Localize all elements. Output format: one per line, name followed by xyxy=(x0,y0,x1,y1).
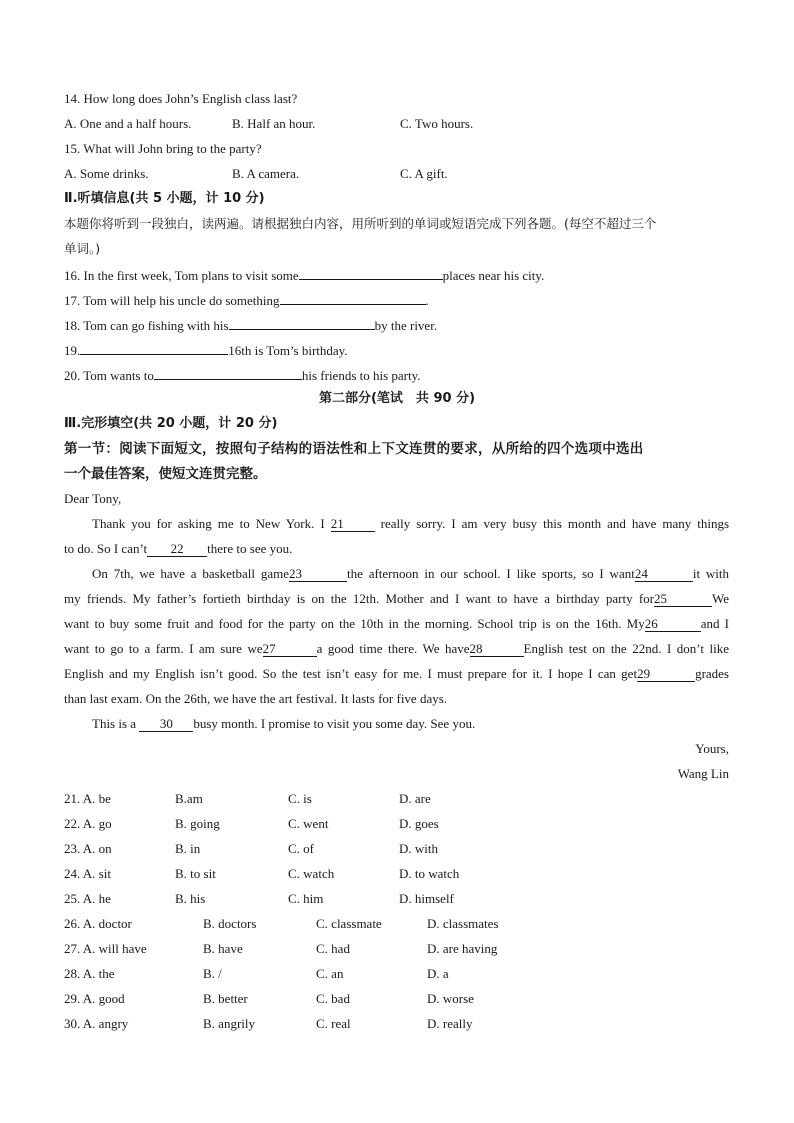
q20-text-end: his friends to his party. xyxy=(301,368,421,383)
letter-text: it with xyxy=(692,566,729,581)
option-c[interactable]: C. went xyxy=(288,816,329,831)
blank-24[interactable]: 24 xyxy=(635,567,693,582)
option-d[interactable]: D. are having xyxy=(427,941,498,956)
letter-text: English and my English isn’t good. So the test isn’t easy for me. I must prepare for it. I hope I can get xyxy=(64,666,638,681)
letter-text: Thank you for asking me to New York. I xyxy=(92,516,325,531)
q20-answer-blank[interactable] xyxy=(154,365,302,380)
letter-greeting: Dear Tony, xyxy=(64,491,122,506)
letter-text: and I xyxy=(700,616,729,631)
q16-answer-blank[interactable] xyxy=(299,265,443,280)
option-c[interactable]: C. bad xyxy=(316,991,350,1006)
option-a[interactable]: 30. A. angry xyxy=(64,1016,129,1031)
option-d[interactable]: D. classmates xyxy=(427,916,499,931)
letter-paragraph-1-line-2 xyxy=(64,540,292,558)
option-c[interactable]: C. is xyxy=(288,791,312,806)
q19-text: 19. xyxy=(64,343,81,358)
letter-text: really sorry. I am very busy this month and have many things xyxy=(380,516,730,531)
question-18 xyxy=(64,315,437,335)
question-14: 14. How long does John’s English class last? xyxy=(64,91,298,106)
option-d[interactable]: D. goes xyxy=(399,816,439,831)
q14-option-c: C. Two hours. xyxy=(400,116,474,131)
q19-answer-blank[interactable] xyxy=(80,340,228,355)
option-c[interactable]: C. had xyxy=(316,941,350,956)
q16-text: 16. In the first week, Tom plans to visit some xyxy=(64,268,299,283)
part-2-title: 第二部分(笔试 共 90 分) xyxy=(318,391,476,406)
q15-option-c: C. A gift. xyxy=(400,166,448,181)
option-c[interactable]: C. of xyxy=(288,841,314,856)
letter-text: want to buy some fruit and food for the party on the 10th in the morning. School trip is on the 16th. My xyxy=(64,616,645,631)
letter-paragraph-3 xyxy=(92,715,475,733)
q17-text: 17. Tom will help his uncle do something xyxy=(64,293,280,308)
letter-text: grades xyxy=(695,666,729,681)
q16-text-end: places near his city. xyxy=(442,268,545,283)
q18-text: 18. Tom can go fishing with his xyxy=(64,318,229,333)
blank-22[interactable]: 22 xyxy=(147,542,207,557)
blank-26[interactable]: 26 xyxy=(645,617,701,632)
option-b[interactable]: B. doctors xyxy=(203,916,257,931)
letter-text: the afternoon in our school. I like sports, so I want xyxy=(347,566,635,581)
option-d[interactable]: D. to watch xyxy=(399,866,460,881)
letter-text: This is a xyxy=(92,716,137,731)
letter-paragraph-2-line-6: than last exam. On the 26th, we have the art festival. It lasts for five days. xyxy=(64,691,448,706)
blank-23[interactable]: 23 xyxy=(289,567,347,582)
blank-25[interactable]: 25 xyxy=(654,592,712,607)
option-b[interactable]: B. going xyxy=(175,816,220,831)
letter-text: want to go to a farm. I am sure we xyxy=(64,641,263,656)
letter-text: English test on the 22nd. I don’t like xyxy=(523,641,729,656)
letter-signature: Wang Lin xyxy=(677,766,729,781)
section-2-instruction-cont: 单词。) xyxy=(64,241,101,256)
letter-paragraph-2-line-4 xyxy=(64,640,729,658)
option-b[interactable]: B. to sit xyxy=(175,866,216,881)
option-d[interactable]: D. with xyxy=(399,841,438,856)
q15-option-a: A. Some drinks. xyxy=(64,166,149,181)
q14-option-a: A. One and a half hours. xyxy=(64,116,192,131)
option-b[interactable]: B. his xyxy=(175,891,206,906)
question-17 xyxy=(64,290,429,310)
option-d[interactable]: D. worse xyxy=(427,991,474,1006)
q18-text-end: by the river. xyxy=(374,318,438,333)
option-a[interactable]: 26. A. doctor xyxy=(64,916,132,931)
option-d[interactable]: D. a xyxy=(427,966,449,981)
option-c[interactable]: C. real xyxy=(316,1016,351,1031)
section-2-instruction: 本题你将听到一段独白，读两遍。请根据独白内容，用所听到的单词或短语完成下列各题。(每空不超过三个 xyxy=(64,216,657,231)
option-a[interactable]: 25. A. he xyxy=(64,891,111,906)
letter-paragraph-2-line-2 xyxy=(64,590,729,608)
blank-29[interactable]: 29 xyxy=(637,667,695,682)
q17-text-end: . xyxy=(425,293,429,308)
blank-27[interactable]: 27 xyxy=(263,642,317,657)
section-3-title: Ⅲ.完形填空(共 20 小题，计 20 分) xyxy=(64,416,278,431)
letter-closing: Yours, xyxy=(695,741,729,756)
question-16 xyxy=(64,265,544,285)
option-a[interactable]: 23. A. on xyxy=(64,841,112,856)
option-b[interactable]: B. better xyxy=(203,991,248,1006)
option-a[interactable]: 28. A. the xyxy=(64,966,115,981)
q18-answer-blank[interactable] xyxy=(229,315,375,330)
option-a[interactable]: 22. A. go xyxy=(64,816,112,831)
option-d[interactable]: D. are xyxy=(399,791,431,806)
letter-paragraph-2-line-3 xyxy=(64,615,729,633)
question-15: 15. What will John bring to the party? xyxy=(64,141,262,156)
section-3-instruction: 第一节：阅读下面短文，按照句子结构的语法性和上下文连贯的要求，从所给的四个选项中选出 xyxy=(64,441,644,457)
option-b[interactable]: B. have xyxy=(203,941,243,956)
option-a[interactable]: 27. A. will have xyxy=(64,941,147,956)
blank-21[interactable]: 21 xyxy=(331,517,375,532)
q17-answer-blank[interactable] xyxy=(280,290,426,305)
blank-28[interactable]: 28 xyxy=(470,642,524,657)
option-d[interactable]: D. really xyxy=(427,1016,473,1031)
question-20 xyxy=(64,365,421,385)
blank-30[interactable]: 30 xyxy=(139,717,193,732)
section-3-instruction-cont: 一个最佳答案，使短文连贯完整。 xyxy=(64,466,267,482)
option-c[interactable]: C. watch xyxy=(288,866,335,881)
option-a[interactable]: 21. A. be xyxy=(64,791,111,806)
letter-text: We xyxy=(712,591,729,606)
letter-text: a good time there. We have xyxy=(316,641,470,656)
letter-text: to do. So I can’t xyxy=(64,541,148,556)
letter-paragraph-1-line-1 xyxy=(92,515,729,533)
q15-option-b: B. A camera. xyxy=(232,166,300,181)
letter-paragraph-2-line-5 xyxy=(64,665,729,683)
letter-text: there to see you. xyxy=(207,541,293,556)
option-d[interactable]: D. himself xyxy=(399,891,454,906)
letter-paragraph-2-line-1 xyxy=(92,565,729,583)
section-2-title: Ⅱ.听填信息(共 5 小题，计 10 分) xyxy=(64,191,265,206)
option-b[interactable]: B. in xyxy=(175,841,201,856)
option-c[interactable]: C. classmate xyxy=(316,916,382,931)
q19-text-end: 16th is Tom’s birthday. xyxy=(228,343,348,358)
option-c[interactable]: C. him xyxy=(288,891,324,906)
letter-text: my friends. My father’s fortieth birthday is on the 12th. Mother and I want to have a birthday party for xyxy=(64,591,654,606)
q14-option-b: B. Half an hour. xyxy=(232,116,316,131)
option-a[interactable]: 29. A. good xyxy=(64,991,125,1006)
question-19 xyxy=(64,340,348,360)
q20-text: 20. Tom wants to xyxy=(64,368,154,383)
option-a[interactable]: 24. A. sit xyxy=(64,866,111,881)
option-b[interactable]: B. angrily xyxy=(203,1016,255,1031)
option-c[interactable]: C. an xyxy=(316,966,344,981)
letter-text: busy month. I promise to visit you some day. See you. xyxy=(193,716,476,731)
letter-text: On 7th, we have a basketball game xyxy=(92,566,289,581)
option-b[interactable]: B. / xyxy=(203,966,222,981)
option-b[interactable]: B.am xyxy=(175,791,203,806)
